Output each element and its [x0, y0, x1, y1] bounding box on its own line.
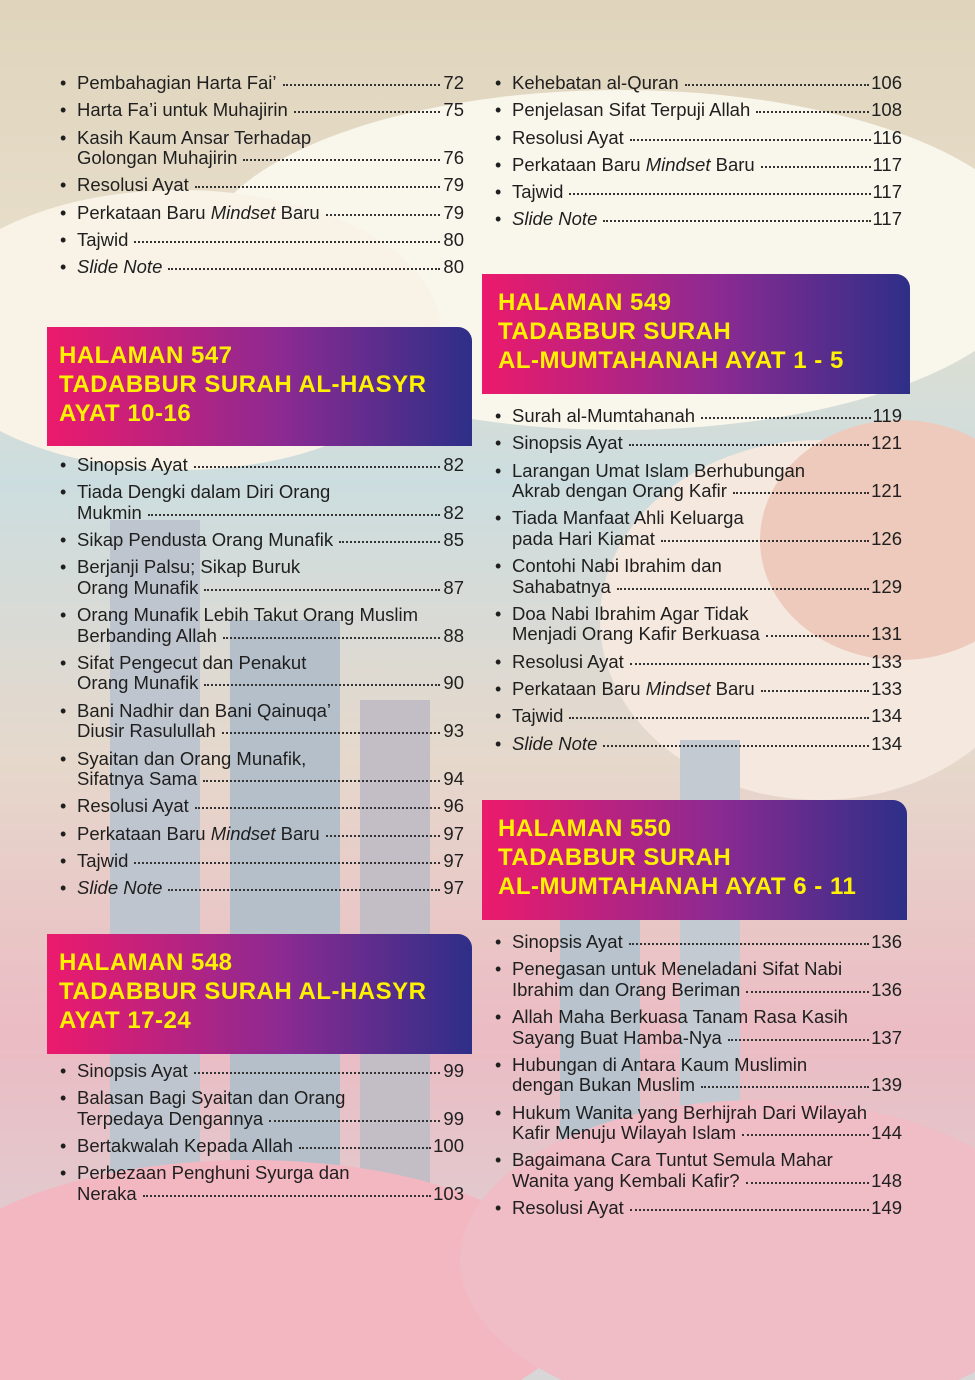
page-number: 133: [871, 650, 902, 672]
toc-entry-title: dengan Bukan Muslim: [512, 1074, 696, 1096]
page-number: 139: [871, 1074, 902, 1096]
toc-entry: [482, 679, 910, 700]
page-number: 87: [443, 576, 464, 598]
toc-entry: [482, 734, 910, 755]
page-number: 134: [871, 732, 902, 754]
leader-dots: [629, 943, 869, 945]
toc-entry: [482, 1150, 910, 1191]
toc-entry-title: Mukmin: [77, 501, 142, 523]
toc-entry-title: • Slide Note: [77, 256, 163, 278]
toc-entry-title: • Resolusi Ayat: [77, 174, 189, 196]
page-number: 94: [443, 768, 464, 790]
toc-entry-title: • Resolusi Ayat: [512, 650, 624, 672]
toc-entry-title: Wanita yang Kembali Kafir?: [512, 1169, 740, 1191]
leader-dots: [168, 268, 440, 270]
toc-list: [482, 932, 910, 1219]
toc-entry: [482, 433, 910, 454]
toc-entry-title: • Resolusi Ayat: [512, 126, 624, 148]
leader-dots: [629, 444, 869, 446]
leader-dots: [603, 745, 869, 747]
toc-entry-title: • Tajwid: [512, 181, 564, 203]
leader-dots: [742, 1134, 869, 1136]
banner-line: HALAMAN 547: [59, 342, 233, 369]
right-toc-section-3: [482, 932, 910, 1226]
chapter-banner-547: [47, 327, 472, 446]
toc-entry-title: • Bani Nadhir dan Bani Qainuqa’: [77, 699, 332, 721]
toc-list: [47, 1061, 472, 1204]
toc-entry-title: • Contohi Nabi Ibrahim dan: [512, 555, 722, 577]
toc-entry-title: • Perkataan Baru Mindset Baru: [512, 678, 755, 700]
leader-dots: [168, 889, 440, 891]
toc-entry: [47, 701, 472, 742]
leader-dots: [269, 1120, 440, 1122]
leader-dots: [569, 717, 869, 719]
toc-entry: [47, 175, 472, 196]
page-number: 117: [872, 153, 902, 175]
toc-entry: [482, 1103, 910, 1144]
banner-line: AL-MUMTAHANAH AYAT 1 - 5: [498, 347, 844, 374]
toc-entry-title: • Resolusi Ayat: [512, 1197, 624, 1219]
toc-entry-title: • Sinopsis Ayat: [512, 432, 623, 454]
leader-dots: [630, 139, 871, 141]
page-number: 136: [871, 931, 902, 952]
toc-entry-title: Sahabatnya: [512, 575, 611, 597]
leader-dots: [204, 684, 440, 686]
toc-entry: [47, 1136, 472, 1157]
toc-entry: [482, 959, 910, 1000]
leader-dots: [630, 1209, 869, 1211]
toc-entry: [482, 209, 910, 230]
leader-dots: [685, 84, 870, 86]
page-number: 117: [872, 208, 902, 230]
page-number: 121: [871, 480, 902, 502]
toc-entry-title: • Tiada Manfaat Ahli Keluarga: [512, 507, 744, 529]
toc-entry: [482, 604, 910, 645]
leader-dots: [761, 690, 869, 692]
toc-entry: [47, 557, 472, 598]
toc-entry: [482, 128, 910, 149]
toc-entry: [47, 455, 472, 476]
toc-list: [47, 455, 472, 899]
leader-dots: [603, 220, 870, 222]
leader-dots: [617, 588, 869, 590]
leader-dots: [283, 84, 441, 86]
toc-entry-title: • Perkataan Baru Mindset Baru: [512, 153, 755, 175]
toc-entry: [482, 1055, 910, 1096]
banner-line: TADABBUR SURAH: [498, 318, 732, 345]
toc-entry: [47, 230, 472, 251]
banner-line: AYAT 17-24: [59, 1007, 192, 1034]
leader-dots: [223, 637, 440, 639]
toc-entry: [482, 652, 910, 673]
toc-entry-title: • Sinopsis Ayat: [77, 1060, 188, 1081]
leader-dots: [761, 166, 871, 168]
toc-entry-title: • Tajwid: [77, 849, 129, 871]
toc-entry: [47, 605, 472, 646]
leader-dots: [728, 1039, 869, 1041]
left-toc-section-2: [47, 455, 472, 906]
toc-entry-title: • Sinopsis Ayat: [77, 454, 188, 475]
toc-entry-title: • Sinopsis Ayat: [512, 931, 623, 952]
leader-dots: [148, 514, 440, 516]
page-number: 119: [872, 405, 902, 426]
page-number: 134: [871, 705, 902, 727]
toc-entry-title: • Kehebatan al-Quran: [512, 72, 679, 93]
toc-entry-title: Kafir Menuju Wilayah Islam: [512, 1122, 737, 1144]
toc-entry-title: • Penegasan untuk Meneladani Sifat Nabi: [512, 958, 843, 980]
leader-dots: [143, 1195, 431, 1197]
chapter-banner-548: [47, 934, 472, 1054]
toc-entry-title: • Penjelasan Sifat Terpuji Allah: [512, 99, 751, 121]
toc-entry: [47, 482, 472, 523]
toc-entry-title: Sifatnya Sama: [77, 768, 198, 790]
page-number: 79: [443, 174, 464, 196]
toc-list: [482, 406, 910, 754]
toc-entry: [482, 706, 910, 727]
toc-entry: [482, 406, 910, 427]
banner-line: AL-MUMTAHANAH AYAT 6 - 11: [498, 873, 857, 900]
toc-entry: [482, 155, 910, 176]
toc-list: [47, 73, 472, 278]
page-number: 106: [871, 72, 902, 93]
toc-entry-title: Ibrahim dan Orang Beriman: [512, 978, 741, 1000]
page-number: 149: [871, 1197, 902, 1219]
toc-entry-title: • Hukum Wanita yang Berhijrah Dari Wilayah: [512, 1101, 868, 1123]
toc-entry: [47, 203, 472, 224]
toc-entry: [47, 796, 472, 817]
toc-entry-title: Diusir Rasulullah: [77, 720, 216, 742]
page-number: 90: [443, 672, 464, 694]
leader-dots: [746, 991, 869, 993]
leader-dots: [134, 241, 440, 243]
page-number: 82: [443, 501, 464, 523]
page-number: 88: [443, 624, 464, 646]
page-number: 72: [443, 72, 464, 93]
leader-dots: [733, 492, 869, 494]
toc-entry: [47, 851, 472, 872]
left-toc-section-3: [47, 1061, 472, 1211]
leader-dots: [195, 186, 440, 188]
leader-dots: [766, 635, 869, 637]
leader-dots: [339, 541, 440, 543]
toc-entry-title: • Bagaimana Cara Tuntut Semula Mahar: [512, 1149, 833, 1171]
chapter-banner-549: [482, 274, 910, 394]
page-number: 75: [443, 99, 464, 121]
toc-entry-title: • Balasan Bagi Syaitan dan Orang: [77, 1087, 346, 1109]
toc-entry-title: Menjadi Orang Kafir Berkuasa: [512, 623, 760, 645]
toc-entry-title: • Resolusi Ayat: [77, 795, 189, 817]
toc-entry-title: • Pembahagian Harta Fai’: [77, 72, 277, 93]
toc-entry-title: • Surah al-Mumtahanah: [512, 405, 696, 426]
toc-list: [482, 73, 910, 230]
toc-entry: [482, 100, 910, 121]
leader-dots: [326, 214, 440, 216]
page-number: 137: [871, 1026, 902, 1048]
toc-entry-title: • Syaitan dan Orang Munafik,: [77, 747, 307, 769]
left-toc-section-1: [47, 73, 472, 285]
toc-entry: [47, 1088, 472, 1129]
toc-entry-title: Neraka: [77, 1182, 137, 1204]
toc-entry-title: • Slide Note: [512, 732, 598, 754]
page-number: 108: [871, 99, 902, 121]
leader-dots: [194, 466, 440, 468]
toc-entry-title: • Orang Munafik Lebih Takut Orang Muslim: [77, 604, 419, 626]
banner-line: TADABBUR SURAH: [498, 844, 732, 871]
page-number: 129: [871, 575, 902, 597]
page-number: 93: [443, 720, 464, 742]
toc-entry-title: • Allah Maha Berkuasa Tanam Rasa Kasih: [512, 1006, 848, 1028]
toc-entry-title: • Bertakwalah Kepada Allah: [77, 1135, 293, 1157]
banner-line: AYAT 10-16: [59, 400, 192, 427]
toc-entry-title: Orang Munafik: [77, 576, 199, 598]
leader-dots: [661, 540, 869, 542]
page-number: 97: [443, 822, 464, 844]
toc-entry-title: • Perbezaan Penghuni Syurga dan: [77, 1162, 350, 1184]
banner-line: TADABBUR SURAH AL-HASYR: [59, 371, 427, 398]
toc-entry: [47, 1163, 472, 1204]
toc-entry-title: • Harta Fa’i untuk Muhajirin: [77, 99, 288, 121]
page-number: 126: [871, 527, 902, 549]
leader-dots: [194, 1072, 440, 1074]
page-number: 96: [443, 795, 464, 817]
banner-line: TADABBUR SURAH AL-HASYR: [59, 978, 427, 1005]
leader-dots: [204, 589, 440, 591]
page-number: 82: [443, 454, 464, 475]
toc-entry: [482, 1007, 910, 1048]
page-number: 100: [433, 1135, 464, 1157]
page-number: 144: [871, 1122, 902, 1144]
leader-dots: [222, 732, 440, 734]
page-number: 148: [871, 1169, 902, 1191]
leader-dots: [701, 1086, 869, 1088]
page-number: 99: [443, 1060, 464, 1081]
toc-entry: [482, 508, 910, 549]
toc-entry-title: • Tajwid: [512, 705, 564, 727]
page-number: 133: [871, 678, 902, 700]
right-toc-section-1: [482, 73, 910, 237]
chapter-banner-550: [482, 800, 907, 920]
toc-entry: [482, 461, 910, 502]
banner-line: HALAMAN 550: [498, 815, 672, 842]
toc-entry-title: Orang Munafik: [77, 672, 199, 694]
page-number: 80: [443, 228, 464, 250]
leader-dots: [294, 111, 440, 113]
toc-entry-title: Akrab dengan Orang Kafir: [512, 480, 727, 502]
leader-dots: [243, 159, 440, 161]
toc-entry-title: • Kasih Kaum Ansar Terhadap: [77, 126, 312, 148]
page-number: 131: [871, 623, 902, 645]
page-number: 80: [443, 256, 464, 278]
page-number: 76: [443, 147, 464, 169]
page-number: 136: [871, 978, 902, 1000]
toc-entry: [482, 73, 910, 94]
page-number: 121: [871, 432, 902, 454]
leader-dots: [569, 193, 870, 195]
leader-dots: [134, 862, 440, 864]
toc-entry-title: • Tajwid: [77, 228, 129, 250]
toc-entry: [47, 128, 472, 169]
right-toc-section-2: [482, 406, 910, 761]
toc-entry: [482, 932, 910, 953]
toc-entry: [47, 100, 472, 121]
toc-entry: [482, 182, 910, 203]
toc-entry-title: • Sikap Pendusta Orang Munafik: [77, 529, 334, 551]
toc-entry-title: • Perkataan Baru Mindset Baru: [77, 822, 320, 844]
toc-entry: [47, 878, 472, 899]
leader-dots: [299, 1147, 431, 1149]
toc-entry-title: • Larangan Umat Islam Berhubungan: [512, 459, 806, 481]
toc-entry-title: Terpedaya Dengannya: [77, 1107, 264, 1129]
toc-entry-title: Golongan Muhajirin: [77, 147, 238, 169]
toc-entry-title: • Sifat Pengecut dan Penakut: [77, 651, 307, 673]
toc-entry-title: • Hubungan di Antara Kaum Muslimin: [512, 1053, 808, 1075]
toc-entry: [47, 653, 472, 694]
leader-dots: [203, 780, 440, 782]
page-number: 99: [443, 1107, 464, 1129]
toc-entry: [47, 1061, 472, 1082]
page-number: 85: [443, 529, 464, 551]
toc-entry: [482, 556, 910, 597]
toc-entry: [47, 530, 472, 551]
leader-dots: [195, 807, 440, 809]
page-number: 97: [443, 849, 464, 871]
toc-entry: [47, 257, 472, 278]
page-number: 103: [433, 1182, 464, 1204]
banner-line: HALAMAN 548: [59, 949, 233, 976]
page-number: 117: [872, 181, 902, 203]
page-number: 116: [872, 126, 902, 148]
leader-dots: [756, 111, 869, 113]
leader-dots: [326, 835, 440, 837]
toc-entry-title: Sayang Buat Hamba-Nya: [512, 1026, 722, 1048]
toc-entry-title: pada Hari Kiamat: [512, 527, 655, 549]
toc-entry-title: • Slide Note: [512, 208, 598, 230]
toc-entry-title: • Tiada Dengki dalam Diri Orang: [77, 481, 331, 503]
page-number: 79: [443, 201, 464, 223]
toc-entry: [47, 73, 472, 94]
toc-entry-title: Berbanding Allah: [77, 624, 217, 646]
page-number: 97: [443, 877, 464, 899]
toc-entry: [47, 749, 472, 790]
toc-entry-title: • Berjanji Palsu; Sikap Buruk: [77, 556, 301, 578]
leader-dots: [630, 663, 869, 665]
toc-entry-title: • Perkataan Baru Mindset Baru: [77, 201, 320, 223]
toc-entry: [47, 824, 472, 845]
toc-entry-title: • Doa Nabi Ibrahim Agar Tidak: [512, 602, 749, 624]
banner-line: HALAMAN 549: [498, 289, 672, 316]
toc-entry-title: • Slide Note: [77, 877, 163, 899]
leader-dots: [701, 417, 870, 419]
toc-entry: [482, 1198, 910, 1219]
leader-dots: [746, 1182, 870, 1184]
